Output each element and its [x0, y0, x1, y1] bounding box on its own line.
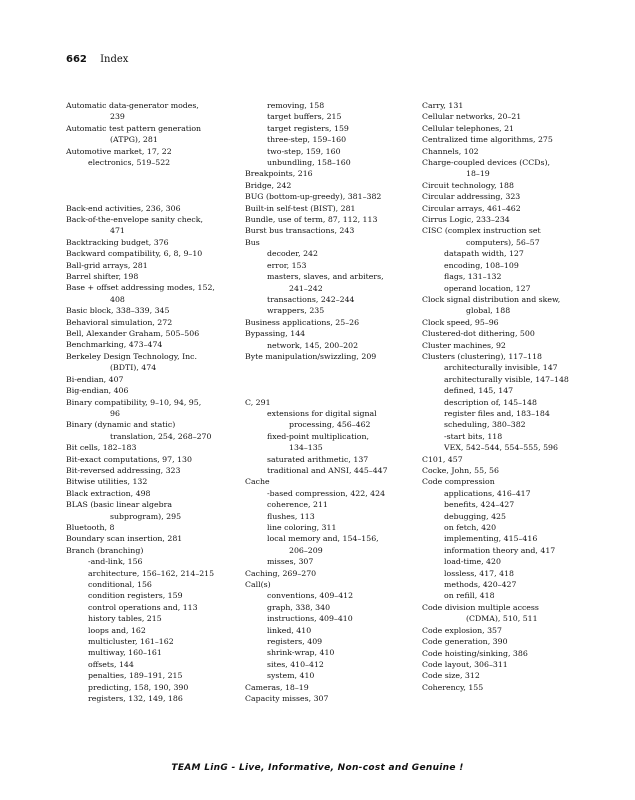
index-entry: Automatic data-generator modes,: [66, 101, 199, 110]
index-entry: Bit cells, 182–183: [66, 443, 137, 453]
index-entry: Code layout, 306–311: [422, 659, 508, 669]
index-subentry: operand location, 127: [444, 283, 531, 293]
page-number: 662: [66, 54, 87, 65]
index-entry: Code generation, 390: [422, 637, 508, 647]
index-entry: Code compression: [422, 477, 495, 487]
index-subentry: line coloring, 311: [267, 522, 337, 532]
index-subentry: instructions, 409–410: [267, 614, 353, 624]
index-entry: CISC (complex instruction set: [422, 226, 541, 236]
index-subentry: three-step, 159–160: [267, 135, 347, 145]
index-subentry: linked, 410: [267, 625, 312, 635]
index-entry-continuation: 206–209: [289, 545, 323, 555]
index-subentry: error, 153: [267, 260, 307, 270]
index-entry: Bridge, 242: [245, 180, 292, 190]
index-entry-continuation: 134–135: [289, 443, 323, 453]
index-subentry: implementing, 415–416: [444, 534, 538, 544]
index-subentry: -start bits, 118: [444, 431, 503, 441]
index-subentry: extensions for digital signal: [267, 408, 377, 418]
index-subentry: graph, 338, 340: [267, 602, 331, 612]
index-subentry: conditional, 156: [88, 580, 152, 590]
index-entry: Automotive market, 17, 22: [66, 146, 172, 156]
index-spacer: [66, 191, 246, 202]
section-title: Index: [100, 54, 129, 65]
index-subentry: -based compression, 422, 424: [267, 488, 386, 498]
index-subentry: target registers, 159: [267, 123, 349, 133]
index-subentry: -and-link, 156: [88, 557, 143, 567]
index-entry: Backward compatibility, 6, 8, 9–10: [66, 249, 203, 259]
index-entry: Built-in self-test (BIST), 281: [245, 203, 356, 213]
index-subentry: misses, 307: [267, 557, 314, 567]
index-entry: Back-end activities, 236, 306: [66, 203, 181, 213]
index-entry: Code explosion, 357: [422, 625, 502, 635]
index-spacer: [245, 362, 420, 373]
index-entry-continuation: 241–242: [289, 283, 323, 293]
index-entry: Burst bus transactions, 243: [245, 226, 355, 236]
index-entry: Cocke, John, 55, 56: [422, 466, 499, 475]
index-subentry: coherence, 211: [267, 500, 328, 510]
index-entry-continuation: 471: [110, 226, 125, 236]
index-subentry: multiway, 160–161: [88, 648, 162, 658]
index-subentry: conventions, 409–412: [267, 591, 354, 601]
footer-banner: TEAM LinG - Live, Informative, Non-cost and Genuine !: [171, 763, 464, 773]
index-subentry: local memory and, 154–156,: [267, 534, 379, 544]
index-entry: BLAS (basic linear algebra: [66, 500, 172, 510]
index-subentry: shrink-wrap, 410: [267, 648, 335, 658]
index-entry: Cache: [245, 477, 270, 487]
index-entry: Bypassing, 144: [245, 329, 306, 339]
index-subentry: encoding, 108–109: [444, 260, 519, 270]
index-entry: Call(s): [245, 580, 271, 590]
index-entry: Coherency, 155: [422, 682, 484, 692]
index-subentry: target buffers, 215: [267, 112, 342, 122]
index-entry: Business applications, 25–26: [245, 317, 360, 327]
index-entry: Barrel shifter, 198: [66, 272, 139, 282]
index-entry: C, 291: [245, 397, 271, 407]
index-entry: Centralized time algorithms, 275: [422, 135, 553, 145]
index-entry: Bi-endian, 407: [66, 374, 124, 384]
index-subentry: multicluster, 161–162: [88, 637, 174, 647]
index-entry-continuation: subprogram), 295: [110, 511, 182, 521]
index-subentry: penalties, 189–191, 215: [88, 671, 183, 681]
index-entry: Cameras, 18–19: [245, 682, 309, 692]
index-entry-continuation: (CDMA), 510, 511: [466, 614, 538, 624]
index-subentry: network, 145, 200–202: [267, 340, 359, 350]
index-entry: Capacity misses, 307: [245, 694, 329, 704]
index-entry: Cirrus Logic, 233–234: [422, 215, 510, 225]
index-subentry: unbundling, 158–160: [267, 158, 351, 168]
index-entry: Breakpoints, 216: [245, 169, 313, 179]
index-subentry: on fetch, 420: [444, 523, 497, 533]
index-entry-continuation: 239: [110, 112, 125, 122]
index-subentry: on refill, 418: [444, 591, 495, 601]
index-subentry: applications, 416–417: [444, 488, 531, 498]
index-spacer: [66, 168, 246, 179]
index-subentry: flushes, 113: [267, 511, 315, 521]
index-entry: Automatic test pattern generation: [66, 123, 202, 133]
index-subentry: methods, 420–427: [444, 580, 517, 590]
index-subentry: architecturally visible, 147–148: [444, 374, 569, 384]
index-entry-continuation: 96: [110, 408, 120, 418]
index-subentry: load-time, 420: [444, 557, 501, 567]
index-entry: Binary (dynamic and static): [66, 420, 176, 430]
index-entry: Benchmarking, 473–474: [66, 340, 163, 350]
index-entry: Boundary scan insertion, 281: [66, 534, 183, 544]
index-subentry: sites, 410–412: [267, 659, 324, 669]
index-entry: Clustered-dot dithering, 500: [422, 329, 535, 339]
index-entry: Bluetooth, 8: [66, 522, 115, 532]
index-spacer: [245, 374, 420, 385]
index-entry: Carry, 131: [422, 101, 464, 110]
index-subentry: history tables, 215: [88, 614, 162, 624]
index-subentry: condition registers, 159: [88, 591, 183, 601]
index-entry: Code size, 312: [422, 671, 480, 681]
index-entry-continuation: 18–19: [466, 169, 490, 179]
index-entry: Berkeley Design Technology, Inc.: [66, 351, 198, 361]
index-entry: Clock signal distribution and skew,: [422, 294, 561, 304]
index-entry: Ball-grid arrays, 281: [66, 260, 148, 270]
index-entry: Code hoisting/sinking, 386: [422, 648, 528, 658]
index-entry: Basic block, 338–339, 345: [66, 306, 170, 316]
index-column-2: [245, 100, 420, 704]
index-subentry: scheduling, 380–382: [444, 420, 526, 430]
index-entry: Back-of-the-envelope sanity check,: [66, 215, 203, 225]
index-entry: BUG (bottom-up-greedy), 381–382: [245, 192, 382, 202]
index-subentry: datapath width, 127: [444, 249, 524, 259]
index-subentry: decoder, 242: [267, 249, 318, 259]
index-entry-continuation: computers), 56–57: [466, 237, 540, 247]
index-entry: Clock speed, 95–96: [422, 317, 499, 327]
index-subentry: electronics, 519–522: [88, 158, 171, 168]
index-entry-continuation: (ATPG), 281: [110, 135, 158, 145]
index-subentry: system, 410: [267, 671, 315, 681]
index-entry: Clusters (clustering), 117–118: [422, 351, 543, 361]
index-subentry: predicting, 158, 190, 390: [88, 682, 189, 692]
index-entry: Byte manipulation/swizzling, 209: [245, 351, 377, 361]
index-subentry: control operations and, 113: [88, 602, 198, 612]
index-entry-continuation: (BDTI), 474: [110, 363, 157, 373]
index-entry-continuation: processing, 456–462: [289, 420, 371, 430]
index-entry-continuation: translation, 254, 268–270: [110, 431, 212, 441]
index-entry: Code division multiple access: [422, 602, 539, 612]
index-entry: Charge-coupled devices (CCDs),: [422, 158, 550, 168]
index-entry: Cluster machines, 92: [422, 340, 506, 350]
index-subentry: transactions, 242–244: [267, 294, 355, 304]
index-subentry: flags, 131–132: [444, 272, 502, 282]
index-entry: Cellular networks, 20–21: [422, 112, 522, 122]
index-entry: Backtracking budget, 376: [66, 237, 169, 247]
index-entry: Bit-exact computations, 97, 130: [66, 454, 192, 464]
index-entry: Bitwise utilities, 132: [66, 477, 148, 487]
index-spacer: [245, 385, 420, 396]
index-entry: Bit-reversed addressing, 323: [66, 465, 181, 475]
running-head: [66, 53, 128, 67]
index-entry: Big-endian, 406: [66, 386, 129, 396]
index-entry: Channels, 102: [422, 146, 479, 156]
index-entry-continuation: global, 188: [466, 306, 511, 316]
index-subentry: masters, slaves, and arbiters,: [267, 272, 384, 282]
index-subentry: two-step, 159, 160: [267, 146, 341, 156]
index-entry: Circular arrays, 461–462: [422, 203, 521, 213]
index-entry: Bell, Alexander Graham, 505–506: [66, 329, 200, 339]
index-subentry: description of, 145–148: [444, 397, 537, 407]
index-entry: Black extraction, 498: [66, 488, 151, 498]
index-subentry: removing, 158: [267, 101, 325, 110]
index-subentry: loops and, 162: [88, 625, 146, 635]
index-subentry: lossless, 417, 418: [444, 568, 514, 578]
index-subentry: architecturally invisible, 147: [444, 363, 558, 373]
index-subentry: information theory and, 417: [444, 545, 556, 555]
index-entry: Base + offset addressing modes, 152,: [66, 283, 215, 293]
index-subentry: traditional and ANSI, 445–447: [267, 465, 388, 475]
index-subentry: registers, 409: [267, 637, 323, 647]
index-entry-continuation: 408: [110, 294, 125, 304]
index-subentry: register files and, 183–184: [444, 408, 550, 418]
index-subentry: saturated arithmetic, 137: [267, 454, 369, 464]
index-subentry: fixed-point multiplication,: [267, 431, 369, 441]
index-subentry: wrappers, 235: [267, 306, 325, 316]
index-entry: Cellular telephones, 21: [422, 123, 515, 133]
index-subentry: registers, 132, 149, 186: [88, 694, 183, 704]
index-entry: Bundle, use of term, 87, 112, 113: [245, 215, 378, 225]
index-entry: Branch (branching): [66, 545, 144, 555]
index-entry: Behavioral simulation, 272: [66, 317, 173, 327]
index-subentry: benefits, 424–427: [444, 500, 515, 510]
index-entry: Caching, 269–270: [245, 568, 317, 578]
index-entry: Binary compatibility, 9–10, 94, 95,: [66, 397, 202, 407]
index-entry: Bus: [245, 237, 260, 247]
index-entry: Circular addressing, 323: [422, 192, 521, 202]
index-subentry: offsets, 144: [88, 659, 134, 669]
index-column-1: [66, 100, 246, 704]
index-subentry: VEX, 542–544, 554–555, 596: [444, 443, 558, 453]
index-spacer: [66, 180, 246, 191]
index-entry: Circuit technology, 188: [422, 180, 514, 190]
index-subentry: debugging, 425: [444, 511, 506, 521]
index-column-3: [422, 100, 600, 693]
index-subentry: defined, 145, 147: [444, 386, 514, 396]
index-subentry: architecture, 156–162, 214–215: [88, 568, 215, 578]
index-entry: C101, 457: [422, 454, 463, 464]
